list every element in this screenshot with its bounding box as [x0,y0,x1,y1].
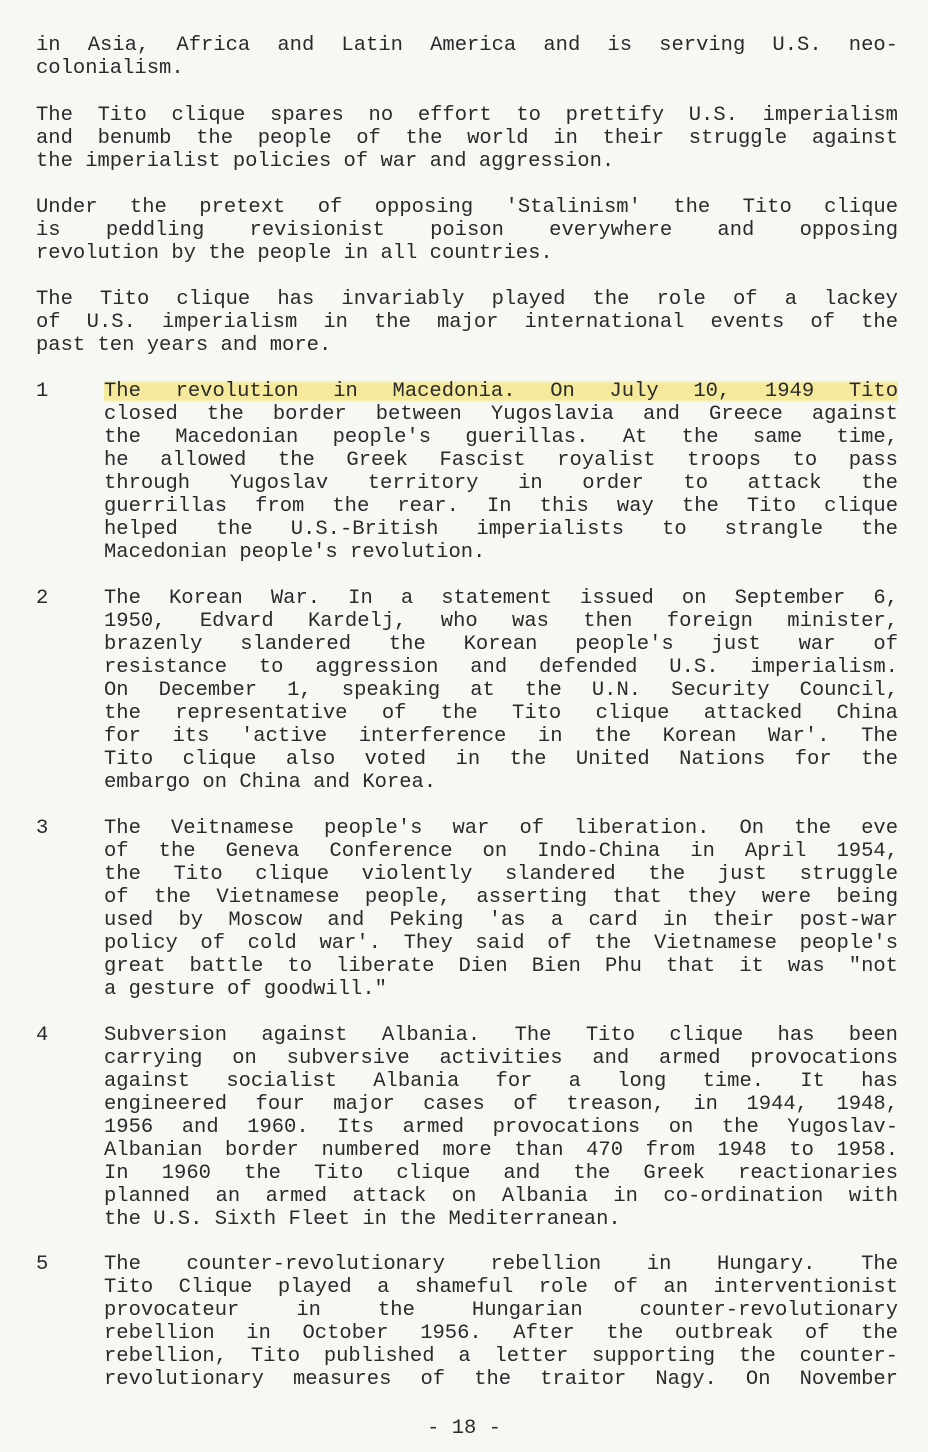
text-line: the Macedonian people's guerillas. At the same time, [104,426,898,449]
text-line: resistance to aggression and defended U.S. imperialism. [104,656,898,679]
text-line: The Korean War. In a statement issued on September 6, [104,587,898,610]
page-number: - 18 - [427,1417,501,1440]
text-line: Tito Clique played a shameful role of an interventionist [104,1276,898,1299]
text-line: is peddling revisionist poison everywhere and opposing [36,219,898,242]
text-line: revolution by the people in all countries. [36,242,553,265]
text-line: On December 1, speaking at the U.N. Security Council, [104,679,898,702]
text-line: Subversion against Albania. The Tito clique has been [104,1024,898,1047]
item-number: 1 [36,380,49,403]
text-line: 1956 and 1960. Its armed provocations on the Yugoslav- [104,1116,898,1139]
text-line: he allowed the Greek Fascist royalist troops to pass [104,449,898,472]
text-line: engineered four major cases of treason, in 1944, 1948, [104,1093,898,1116]
text-line: of U.S. imperialism in the major international events of the [36,311,898,334]
item-body [104,1024,898,1231]
text-line: rebellion in October 1956. After the outbreak of the [104,1322,898,1345]
text-line: through Yugoslav territory in order to attack the [104,472,898,495]
text-line: Tito clique also voted in the United Nations for the [104,748,898,771]
text-line: carrying on subversive activities and armed provocations [104,1047,898,1070]
text-line: and benumb the people of the world in their struggle against [36,127,898,150]
text-line: against socialist Albania for a long time. It has [104,1070,898,1093]
text-line: The Tito clique spares no effort to prettify U.S. imperialism [36,104,898,127]
text-line: The counter-revolutionary rebellion in Hungary. The [104,1253,898,1276]
text-line: closed the border between Yugoslavia and Greece against [104,403,898,426]
text-line: provocateur in the Hungarian counter-revolutionary [104,1299,898,1322]
text-line: the U.S. Sixth Fleet in the Mediterranean. [104,1208,621,1231]
text-line: brazenly slandered the Korean people's just war of [104,633,898,656]
text-line: of the Vietnamese people, asserting that they were being [104,886,898,909]
text-line: past ten years and more. [36,334,332,357]
text-line: 1950, Edvard Kardelj, who was then foreign minister, [104,610,898,633]
text-line: In 1960 the Tito clique and the Greek reactionaries [104,1162,898,1185]
paragraph-intro-continuation [36,34,898,80]
item-body [104,1253,898,1391]
paragraph-stalinism [36,196,898,265]
item-number: 3 [36,817,49,840]
item-number: 5 [36,1253,49,1276]
item-body [104,380,898,564]
text-line: The Tito clique has invariably played the role of a lackey [36,288,898,311]
text-line: helped the U.S.-British imperialists to strangle the [104,518,898,541]
text-line: planned an armed attack on Albania in co-ordination with [104,1185,898,1208]
paragraph-prettify [36,104,898,173]
text-line: The Veitnamese people's war of liberation. On the eve [104,817,898,840]
text-line: the Tito clique violently slandered the just struggle [104,863,898,886]
text-line: Macedonian people's revolution. [104,541,486,564]
text-line: Under the pretext of opposing 'Stalinism' the Tito clique [36,196,898,219]
text-line: for its 'active interference in the Korean War'. The [104,725,898,748]
text-line: great battle to liberate Dien Bien Phu that it was "not [104,955,898,978]
text-line: policy of cold war'. They said of the Vietnamese people's [104,932,898,955]
text-line: guerrillas from the rear. In this way the Tito clique [104,495,898,518]
text-line: a gesture of goodwill." [104,978,387,1001]
text-line: the imperialist policies of war and aggression. [36,150,615,173]
text-line: embargo on China and Korea. [104,771,437,794]
highlighted-text-line: The revolution in Macedonia. On July 10, 1949 Tito [104,380,898,403]
text-line: in Asia, Africa and Latin America and is serving U.S. neo- [36,34,898,57]
item-body [104,587,898,794]
text-line: used by Moscow and Peking 'as a card in their post-war [104,909,898,932]
text-line: revolutionary measures of the traitor Nagy. On November [104,1368,898,1391]
item-number: 2 [36,587,49,610]
text-line: Albanian border numbered more than 470 from 1948 to 1958. [104,1139,898,1162]
paragraph-lackey [36,288,898,357]
text-line: colonialism. [36,57,184,80]
item-number: 4 [36,1024,49,1047]
text-line: rebellion, Tito published a letter supporting the counter- [104,1345,898,1368]
text-line: the representative of the Tito clique attacked China [104,702,898,725]
text-line: of the Geneva Conference on Indo-China in April 1954, [104,840,898,863]
item-body [104,817,898,1001]
